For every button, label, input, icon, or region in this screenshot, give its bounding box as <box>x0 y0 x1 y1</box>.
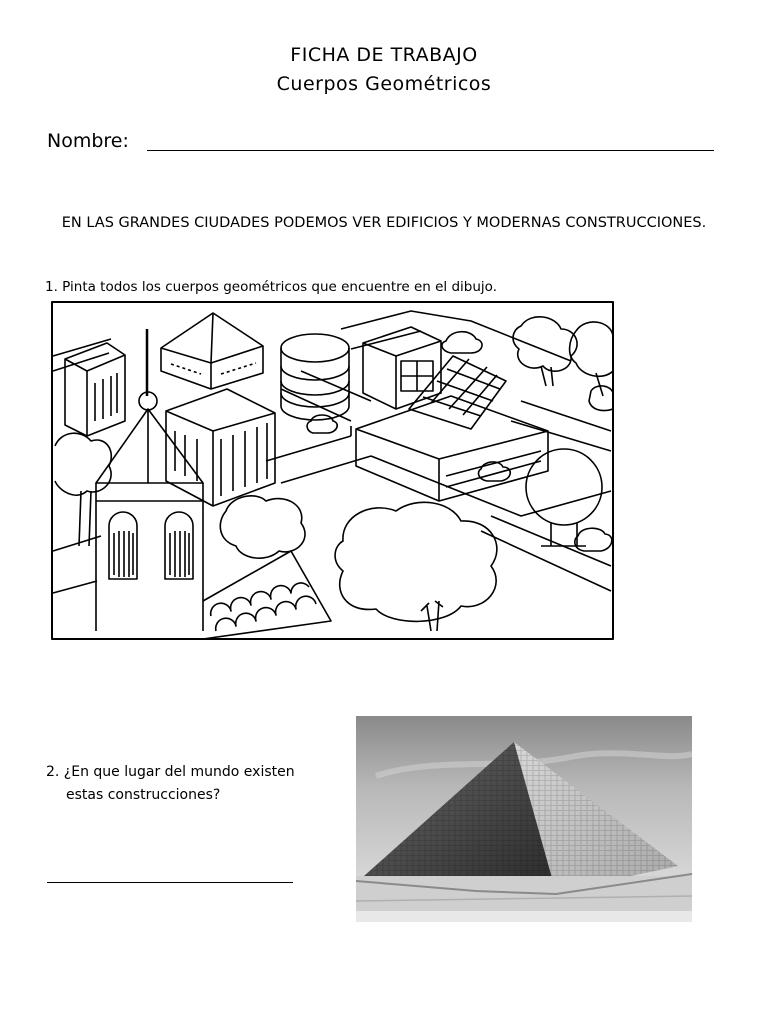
worksheet-subtitle: Cuerpos Geométricos <box>276 73 492 95</box>
question-2 <box>46 761 295 807</box>
name-label: Nombre: <box>47 130 129 152</box>
answer-blank-line[interactable] <box>47 882 293 883</box>
question-2-line-2: estas construcciones? <box>66 787 221 803</box>
worksheet-title: FICHA DE TRABAJO <box>290 44 478 66</box>
city-illustration <box>51 301 614 640</box>
question-1: 1. Pinta todos los cuerpos geométricos que encuentre en el dibujo. <box>45 279 497 295</box>
pyramid-photo <box>356 716 692 922</box>
question-2-line-1: 2. ¿En que lugar del mundo existen <box>46 764 295 780</box>
name-blank-line[interactable] <box>147 150 714 151</box>
intro-text: EN LAS GRANDES CIUDADES PODEMOS VER EDIFICIOS Y MODERNAS CONSTRUCCIONES. <box>61 215 707 231</box>
